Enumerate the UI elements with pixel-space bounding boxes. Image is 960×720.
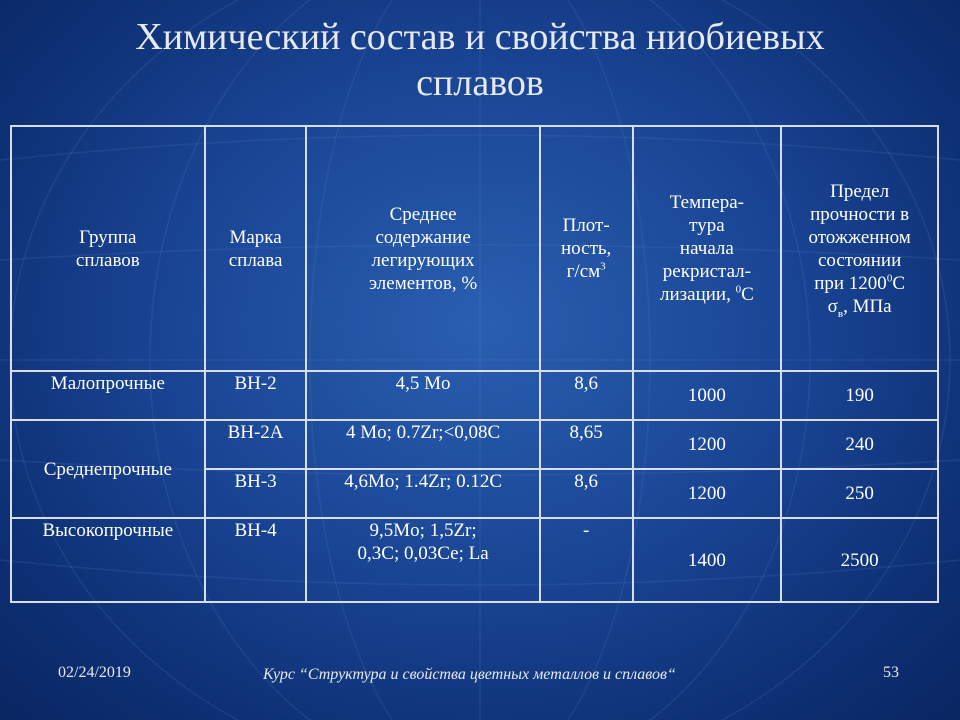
cell-density: -	[540, 518, 633, 602]
cell-density: 8,6	[540, 371, 633, 420]
cell-strength: 250	[781, 469, 938, 518]
cell-strength: 2500	[781, 518, 938, 602]
cell-temperature: 1200	[633, 420, 782, 469]
cell-group: Среднепрочные	[11, 420, 205, 518]
table-row	[11, 420, 938, 469]
header-density: Плот- ность, $г/см^3$	[540, 126, 633, 371]
cell-grade: ВН-3	[205, 469, 307, 518]
cell-temperature: 1400	[633, 518, 782, 602]
slide-title	[60, 14, 900, 106]
header-grade: Марка сплава	[205, 126, 307, 371]
alloys-table	[10, 125, 939, 603]
cell-temperature: 1200	[633, 469, 782, 518]
table-row	[11, 518, 938, 602]
header-content: Среднее содержание легирующих элементов, %	[306, 126, 539, 371]
cell-strength: 240	[781, 420, 938, 469]
cell-density: 8,65	[540, 420, 633, 469]
table-row	[11, 371, 938, 420]
cell-grade: ВН-2А	[205, 420, 307, 469]
cell-temperature: 1000	[633, 371, 782, 420]
cell-density: 8,6	[540, 469, 633, 518]
header-temperature: Темпера- тура начала рекристал- лизации, $^0$С	[633, 126, 782, 371]
footer-page-number: 53	[883, 664, 899, 681]
cell-content: 4,6Mo; 1.4Zr; 0.12C	[306, 469, 539, 518]
cell-strength: 190	[781, 371, 938, 420]
slide-title-line2: сплавов	[416, 62, 544, 104]
footer-date: 02/24/2019	[58, 664, 131, 681]
table-header-row	[11, 126, 938, 371]
header-strength: Предел прочности в отожженном состоянии при 1200$^0$С $\sigma_в$, МПа	[781, 126, 938, 371]
footer-course: Курс “Структура и свойства цветных металлов и сплавов“	[263, 666, 676, 683]
cell-grade: ВН-4	[205, 518, 307, 602]
cell-group: Малопрочные	[11, 371, 205, 420]
header-group: Группа сплавов	[11, 126, 205, 371]
cell-grade: ВН-2	[205, 371, 307, 420]
cell-content: 4 Mo; 0.7Zr;<0,08С	[306, 420, 539, 469]
cell-content: 4,5 Mo	[306, 371, 539, 420]
cell-content: 9,5Mo; 1,5Zr; 0,3С; 0,03Се; La	[306, 518, 539, 602]
cell-group: Высокопрочные	[11, 518, 205, 602]
slide-title-line1: Химический состав и свойства ниобиевых	[135, 16, 825, 58]
